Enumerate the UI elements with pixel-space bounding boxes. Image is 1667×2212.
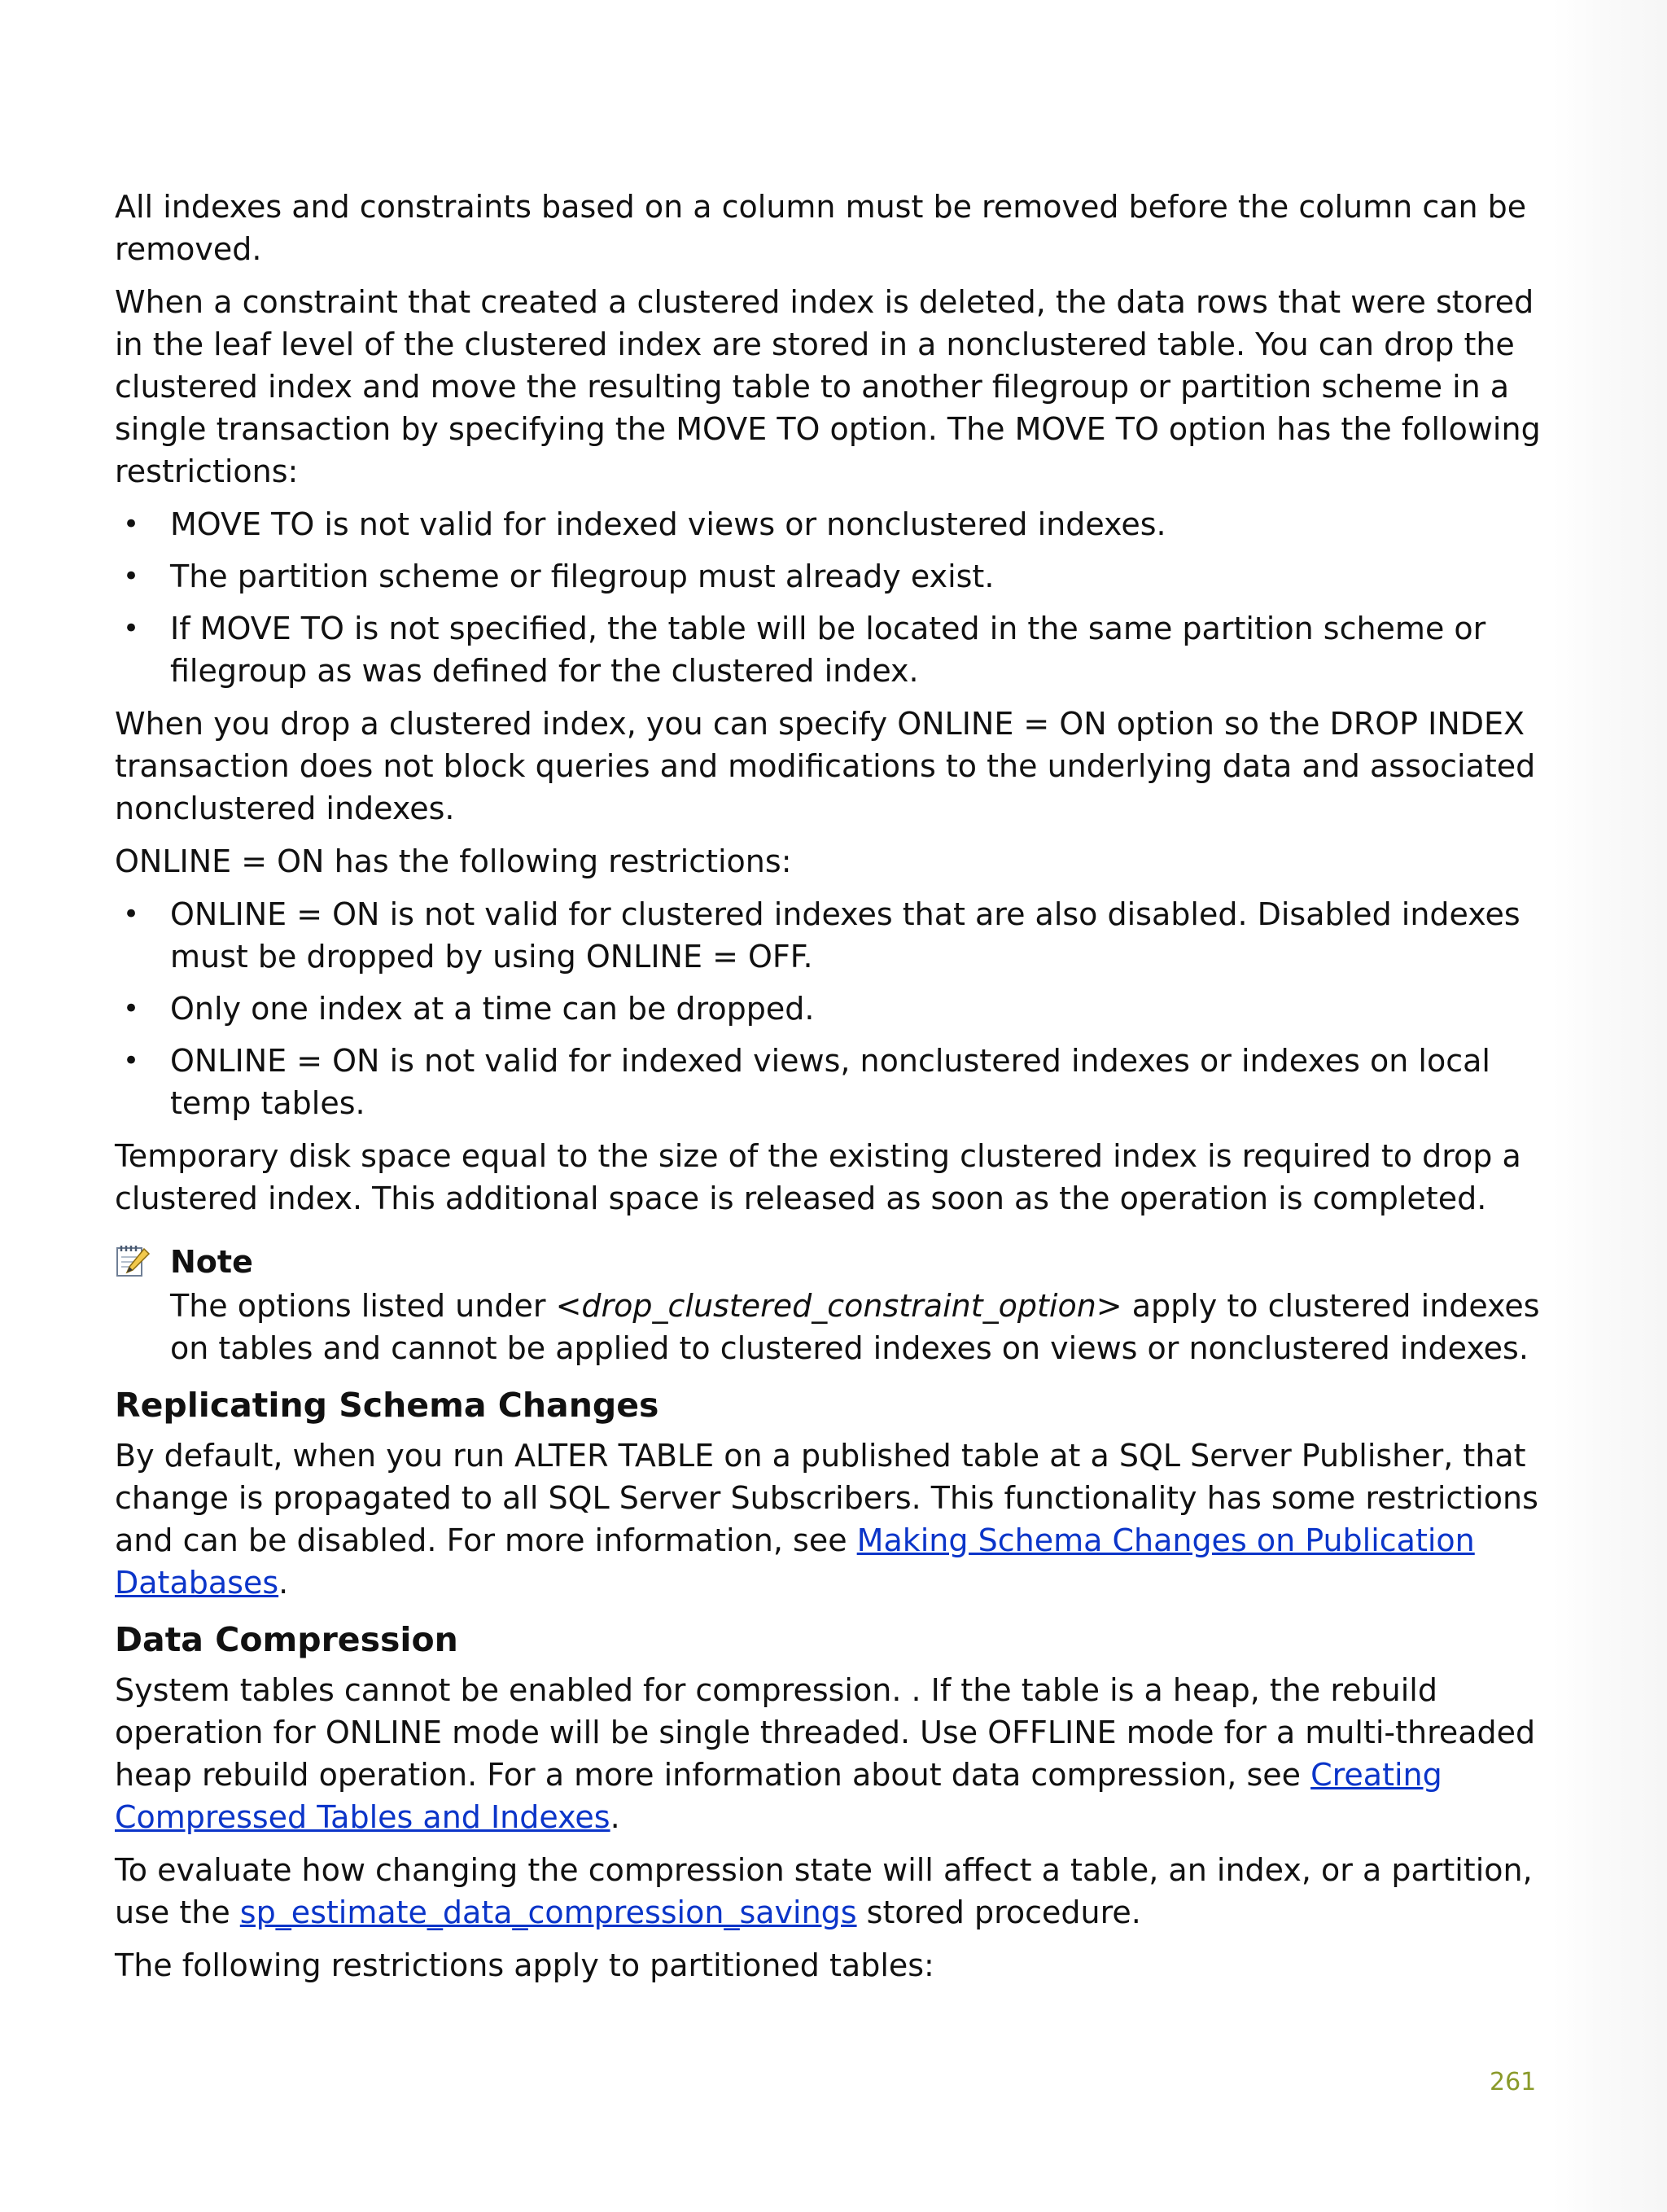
bullet-icon: • (123, 612, 140, 645)
note-box (115, 1241, 1547, 1369)
bullet-icon: • (123, 1045, 140, 1077)
paragraph-text: By default, when you run ALTER TABLE on a published table at a SQL Server Publisher, that change is propagated to all SQL Server Subscribers. This functionality has some restrictions and can be disabled. For more information, see (115, 1438, 1538, 1558)
note-text: apply to clustered indexes on tables and cannot be applied to clustered indexes on views or nonclustered indexes. (170, 1288, 1540, 1366)
bullet-icon: • (123, 898, 140, 931)
page-edge-shade (1553, 0, 1667, 2212)
bullet-icon: • (123, 560, 140, 593)
note-pad-icon (115, 1242, 151, 1278)
note-body (170, 1285, 1547, 1369)
paragraph-text: . (278, 1565, 289, 1601)
list-item-text: MOVE TO is not valid for indexed views or nonclustered indexes. (170, 506, 1166, 542)
list-item (115, 607, 1547, 692)
paragraph-text: To evaluate how changing the compression state will affect a table, an index, or a partition, use the (115, 1852, 1533, 1930)
list-item (115, 1040, 1547, 1124)
move-to-restrictions-list (115, 503, 1547, 692)
list-item (115, 988, 1547, 1030)
heading-data-compression: Data Compression (115, 1620, 458, 1659)
list-item-text: ONLINE = ON is not valid for clustered indexes that are also disabled. Disabled indexes must be dropped by using ONLINE = OFF. (170, 896, 1520, 975)
paragraph-online-option: When you drop a clustered index, you can specify ONLINE = ON option so the DROP INDEX transaction does not block queries and modifications to the underlying data and associated nonclustered indexes. (115, 706, 1536, 826)
page-number: 261 (1490, 2068, 1537, 2096)
list-item (115, 893, 1547, 978)
link-creating-compressed-tables[interactable]: Creating Compressed Tables and Indexes (115, 1757, 1442, 1835)
paragraph-text: System tables cannot be enabled for compression. . If the table is a heap, the rebuild operation for ONLINE mode will be single threaded. Use OFFLINE mode for a multi-threaded heap rebuild operation. For a more information about data compression, see (115, 1672, 1536, 1793)
bullet-icon: • (123, 508, 140, 541)
note-option-name: <drop_clustered_constraint_option> (555, 1288, 1122, 1324)
paragraph-compression-evaluate (115, 1849, 1547, 1934)
paragraph-replicating (115, 1435, 1547, 1604)
link-sp-estimate-data-compression-savings[interactable]: sp_estimate_data_compression_savings (239, 1894, 857, 1930)
page-content (115, 186, 1547, 1997)
online-restrictions-list (115, 893, 1547, 1124)
paragraph-temporary-disk-space: Temporary disk space equal to the size of the existing clustered index is required to drop a clustered index. This additional space is released as soon as the operation is completed. (115, 1138, 1521, 1216)
note-text: The options listed under (170, 1288, 556, 1324)
paragraph-partitioned-restrictions: The following restrictions apply to partitioned tables: (115, 1947, 934, 1983)
list-item-text: ONLINE = ON is not valid for indexed views, nonclustered indexes or indexes on local temp tables. (170, 1043, 1490, 1121)
link-making-schema-changes[interactable]: Making Schema Changes on Publication Databases (115, 1522, 1475, 1601)
list-item-text: The partition scheme or filegroup must already exist. (170, 558, 995, 594)
paragraph-text: . (610, 1799, 620, 1835)
paragraph-text: stored procedure. (856, 1894, 1141, 1930)
note-title: Note (170, 1244, 253, 1280)
list-item-text: Only one index at a time can be dropped. (170, 991, 815, 1027)
paragraph-compression-system-tables (115, 1669, 1547, 1838)
list-item (115, 503, 1547, 545)
paragraph-online-restrictions-intro: ONLINE = ON has the following restrictions: (115, 843, 792, 879)
list-item-text: If MOVE TO is not specified, the table will be located in the same partition scheme or filegroup as was defined for the clustered index. (170, 611, 1486, 689)
paragraph-column-removal: All indexes and constraints based on a column must be removed before the column can be removed. (115, 189, 1527, 267)
heading-replicating-schema-changes: Replicating Schema Changes (115, 1386, 659, 1425)
paragraph-clustered-constraint: When a constraint that created a clustered index is deleted, the data rows that were stored in the leaf level of the clustered index are stored in a nonclustered table. You can drop the clustered index and move the resulting table to another filegroup or partition scheme in a single transaction by specifying the MOVE TO option. The MOVE TO option has the following restrictions: (115, 284, 1541, 489)
bullet-icon: • (123, 992, 140, 1025)
list-item (115, 555, 1547, 598)
